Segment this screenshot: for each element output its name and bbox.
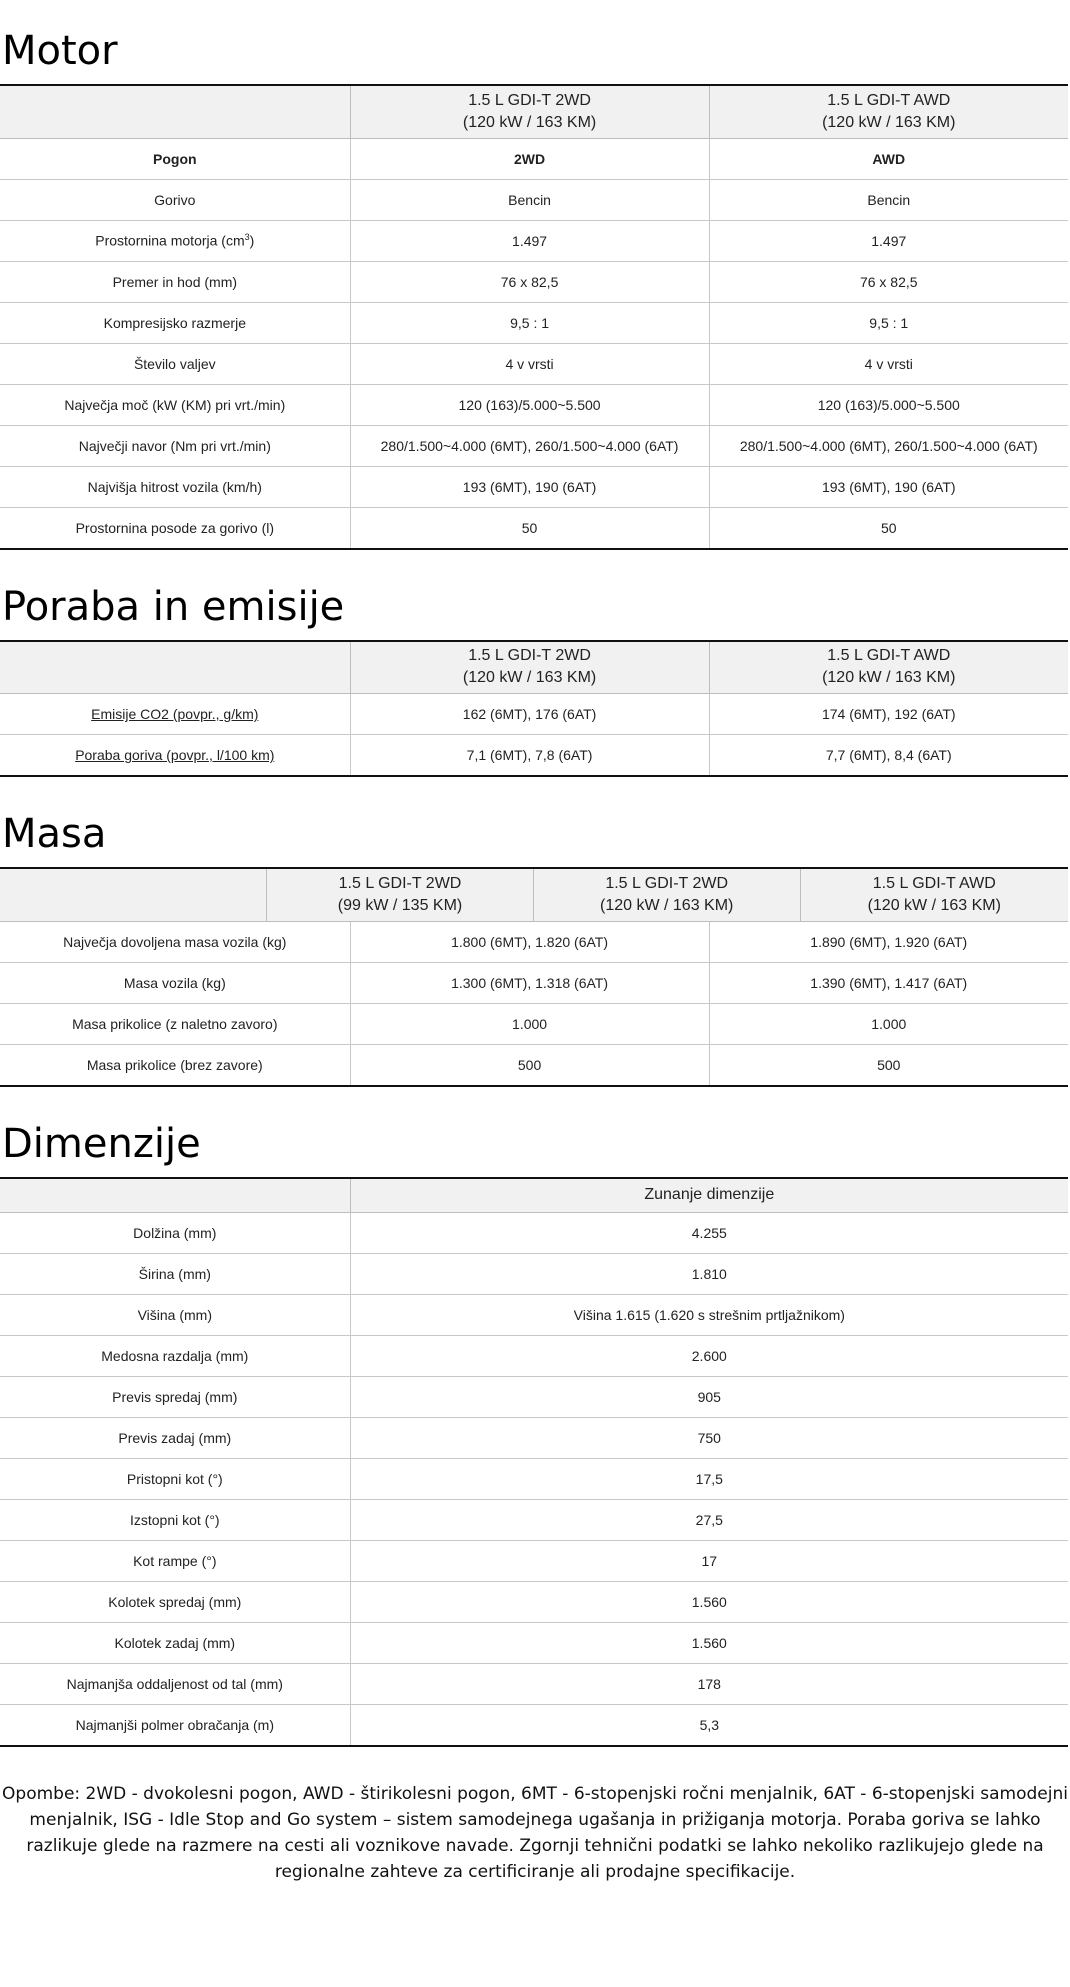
row-value: 500 [709,1044,1068,1086]
section-title-motor: Motor [2,28,118,74]
section-motor [0,0,1070,550]
row-value: 193 (6MT), 190 (6AT) [709,466,1068,507]
table-row [0,921,1068,962]
row-label: Dolžina (mm) [0,1213,350,1254]
table-row [0,1664,1068,1705]
row-label: Premer in hod (mm) [0,261,350,302]
row-value: 178 [350,1664,1068,1705]
row-label: Najmanjša oddaljenost od tal (mm) [0,1664,350,1705]
header-2wd: 1.5 L GDI-T 2WD (120 kW / 163 KM) [350,641,709,694]
section-title-dimenzije: Dimenzije [2,1120,201,1167]
row-label: Gorivo [0,179,350,220]
row-value: 120 (163)/5.000~5.500 [709,384,1068,425]
row-value: 5,3 [350,1705,1068,1747]
table-row [0,1541,1068,1582]
header-awd: 1.5 L GDI-T AWD (120 kW / 163 KM) [800,868,1068,921]
table-row [0,962,1068,1003]
row-value: 1.497 [709,220,1068,261]
row-value: 1.000 [709,1003,1068,1044]
row-value: 50 [709,507,1068,549]
motor-table [0,84,1068,550]
row-value: 1.810 [350,1254,1068,1295]
footnote-text: Opombe: 2WD - dvokolesni pogon, AWD - štirikolesni pogon, 6MT - 6-stopenjski ročni menjalnik, 6AT - 6-stopenjski samodejni menjalnik, ISG - Idle Stop and Go system – sistem samodejnega ugašanja in prižiganja motorja. Poraba goriva se lahko razlikuje glede na razmere na cesti ali voznikove navade. Zgornji tehnični podatki se lahko nekoliko razlikujejo glede na regionalne zahteve za certificiranje ali prodajne specifikacije. [2,1784,1068,1882]
table-header-row [0,1178,1068,1213]
row-value: 750 [350,1418,1068,1459]
table-row [0,220,1068,261]
section-poraba [0,550,1070,778]
row-label: Pogon [0,138,350,179]
table-row [0,1044,1068,1086]
row-value: 7,7 (6MT), 8,4 (6AT) [709,735,1068,777]
table-header-row [0,85,1068,138]
table-header-row [0,641,1068,694]
section-title-poraba: Poraba in emisije [2,583,345,630]
row-label: Kolotek zadaj (mm) [0,1623,350,1664]
row-value: 280/1.500~4.000 (6MT), 260/1.500~4.000 (6AT) [709,425,1068,466]
row-value: 76 x 82,5 [350,261,709,302]
table-row [0,1336,1068,1377]
row-value: 905 [350,1377,1068,1418]
row-value: Bencin [709,179,1068,220]
row-value: 1.497 [350,220,709,261]
table-header-row [0,868,1068,921]
row-label: Medosna razdalja (mm) [0,1336,350,1377]
row-value: 4 v vrsti [709,343,1068,384]
section-masa [0,777,1070,1087]
table-row [0,384,1068,425]
row-value: 17 [350,1541,1068,1582]
row-value: Bencin [350,179,709,220]
table-row [0,694,1068,735]
header-awd: 1.5 L GDI-T AWD (120 kW / 163 KM) [709,85,1068,138]
row-label: Prostornina posode za gorivo (l) [0,507,350,549]
row-value: AWD [709,138,1068,179]
row-label: Prostornina motorja $(cm^3)$ [0,220,350,261]
row-value: 2.600 [350,1336,1068,1377]
row-label: Število valjev [0,343,350,384]
row-value: 76 x 82,5 [709,261,1068,302]
row-value: 2WD [350,138,709,179]
table-row [0,343,1068,384]
dimenzije-table [0,1177,1068,1748]
row-value: 4.255 [350,1213,1068,1254]
table-row [0,1459,1068,1500]
header-awd: 1.5 L GDI-T AWD (120 kW / 163 KM) [709,641,1068,694]
table-row [0,1623,1068,1664]
row-label-link[interactable]: Poraba goriva (povpr., l/100 km) [0,735,350,777]
row-value: 1.800 (6MT), 1.820 (6AT) [350,921,709,962]
table-row [0,1582,1068,1623]
row-value: 193 (6MT), 190 (6AT) [350,466,709,507]
table-row [0,1213,1068,1254]
row-value: 17,5 [350,1459,1068,1500]
row-label: Najvišja hitrost vozila (km/h) [0,466,350,507]
header-empty [0,641,350,694]
row-label: Previs spredaj (mm) [0,1377,350,1418]
section-notes [0,1747,1070,1885]
row-label: Previs zadaj (mm) [0,1418,350,1459]
row-value: 1.560 [350,1582,1068,1623]
section-dimenzije [0,1087,1070,1748]
row-label: Najmanjši polmer obračanja (m) [0,1705,350,1747]
table-row [0,425,1068,466]
row-value: 1.000 [350,1003,709,1044]
table-row [0,1418,1068,1459]
row-value: 1.300 (6MT), 1.318 (6AT) [350,962,709,1003]
row-value: 120 (163)/5.000~5.500 [350,384,709,425]
header-2wd-120kw: 1.5 L GDI-T 2WD (120 kW / 163 KM) [533,868,800,921]
row-label: Izstopni kot (°) [0,1500,350,1541]
row-value: 27,5 [350,1500,1068,1541]
section-title-masa: Masa [2,811,107,857]
row-value: 9,5 : 1 [709,302,1068,343]
table-row [0,302,1068,343]
row-value: 500 [350,1044,709,1086]
row-value: 174 (6MT), 192 (6AT) [709,694,1068,735]
row-label: Masa vozila (kg) [0,962,350,1003]
table-row [0,261,1068,302]
header-zunanje: Zunanje dimenzije [350,1178,1068,1213]
row-label-link[interactable]: Emisije CO2 (povpr., g/km) [0,694,350,735]
table-row [0,466,1068,507]
row-label: Kolotek spredaj (mm) [0,1582,350,1623]
table-row [0,507,1068,549]
row-label: Največja dovoljena masa vozila (kg) [0,921,350,962]
table-row [0,1705,1068,1747]
table-row [0,1003,1068,1044]
row-label: Višina (mm) [0,1295,350,1336]
row-value: 1.890 (6MT), 1.920 (6AT) [709,921,1068,962]
table-row [0,1500,1068,1541]
table-row [0,179,1068,220]
row-label: Pristopni kot (°) [0,1459,350,1500]
row-value: 1.560 [350,1623,1068,1664]
header-empty [0,1178,350,1213]
header-empty [0,868,267,921]
table-row [0,1377,1068,1418]
row-value: 4 v vrsti [350,343,709,384]
row-value: 50 [350,507,709,549]
row-value: 9,5 : 1 [350,302,709,343]
row-label: Kompresijsko razmerje [0,302,350,343]
poraba-table [0,640,1068,778]
header-2wd: 1.5 L GDI-T 2WD (120 kW / 163 KM) [350,85,709,138]
header-2wd-99kw: 1.5 L GDI-T 2WD (99 kW / 135 KM) [267,868,534,921]
row-label: Največji navor (Nm pri vrt./min) [0,425,350,466]
row-value: 7,1 (6MT), 7,8 (6AT) [350,735,709,777]
row-value: 280/1.500~4.000 (6MT), 260/1.500~4.000 (6AT) [350,425,709,466]
table-row [0,138,1068,179]
row-label: Največja moč (kW (KM) pri vrt./min) [0,384,350,425]
row-label: Masa prikolice (brez zavore) [0,1044,350,1086]
row-value: 1.390 (6MT), 1.417 (6AT) [709,962,1068,1003]
header-empty [0,85,350,138]
row-label: Masa prikolice (z naletno zavoro) [0,1003,350,1044]
table-row [0,735,1068,777]
row-label: Širina (mm) [0,1254,350,1295]
table-row [0,1254,1068,1295]
row-label: Kot rampe (°) [0,1541,350,1582]
table-row [0,1295,1068,1336]
row-value: 162 (6MT), 176 (6AT) [350,694,709,735]
row-value: Višina 1.615 (1.620 s strešnim prtljažnikom) [350,1295,1068,1336]
masa-table [0,867,1068,1087]
